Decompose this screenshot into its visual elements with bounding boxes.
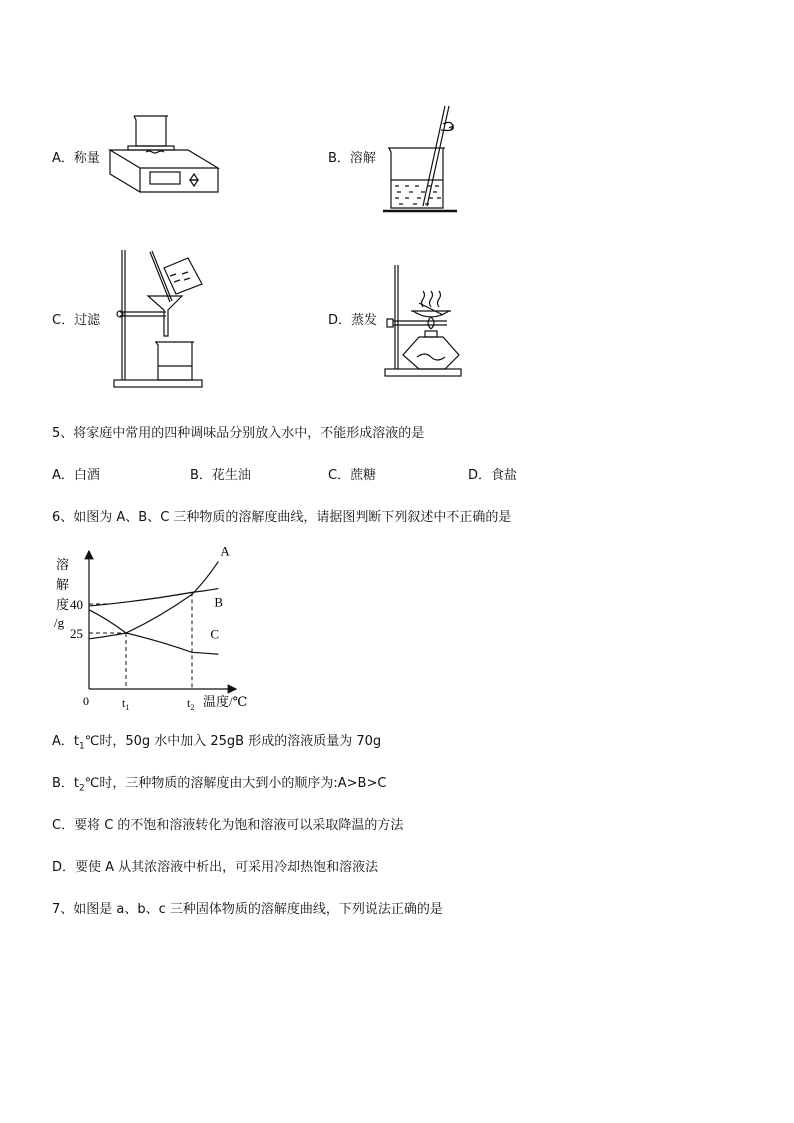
- y-tick-25: 25: [70, 626, 83, 641]
- x-axis-label: 温度/℃: [203, 694, 248, 709]
- y-axis-label-char-2: 解: [56, 577, 70, 592]
- solubility-chart: [50, 545, 260, 715]
- filtration-figure: [112, 246, 212, 391]
- curve-label-c: C: [210, 626, 220, 642]
- curve-a: [89, 561, 218, 633]
- origin-label: 0: [83, 694, 89, 708]
- question-5-stem: 5、将家庭中常用的四种调味品分别放入水中，不能形成溶液的是: [52, 426, 425, 441]
- question-6-stem: 6、如图为 A、B、C 三种物质的溶解度曲线，请据图判断下列叙述中不正确的是: [52, 510, 512, 525]
- option-b-dissolving: B．溶解: [328, 151, 376, 166]
- dissolving-figure: [383, 104, 463, 214]
- q5-option-c: C．蔗糖: [328, 468, 377, 483]
- y-axis-label-char-1: 溶: [56, 557, 70, 572]
- balance-figure: [108, 110, 223, 195]
- option-c-filtering: C．过滤: [52, 313, 101, 328]
- q5-option-b: B．花生油: [190, 468, 251, 483]
- y-axis-label-char-3: 度: [56, 597, 70, 612]
- curve-b: [89, 589, 218, 606]
- x-tick-t1: $t_1$: [122, 696, 130, 712]
- option-d-evaporation: D．蒸发: [328, 313, 378, 328]
- q6-option-d: D．要使 A 从其浓溶液中析出，可采用冷却热饱和溶液法: [52, 860, 379, 875]
- evaporation-figure: [383, 263, 465, 378]
- y-tick-40: 40: [70, 597, 83, 612]
- question-7-stem: 7、如图是 a、b、c 三种固体物质的溶解度曲线，下列说法正确的是: [52, 902, 443, 917]
- q5-option-d: D．食盐: [468, 468, 518, 483]
- q6-option-c: C．要将 C 的不饱和溶液转化为饱和溶液可以采取降温的方法: [52, 818, 404, 833]
- x-tick-t2: $t_2$: [187, 696, 195, 712]
- q6-option-a: A．$t_1℃$时，50g 水中加入 25gB 形成的溶液质量为 70g: [52, 734, 382, 752]
- curve-c: [89, 633, 218, 654]
- curve-label-b: B: [214, 594, 224, 610]
- q5-option-a: A．白酒: [52, 468, 100, 483]
- option-a-weighing: A．称量: [52, 151, 100, 166]
- q6-option-b: B．$t_2℃$时，三种物质的溶解度由大到小的顺序为:A>B>C: [52, 776, 387, 794]
- curve-label-a: A: [220, 543, 230, 559]
- y-axis-label-unit: /g: [54, 615, 65, 630]
